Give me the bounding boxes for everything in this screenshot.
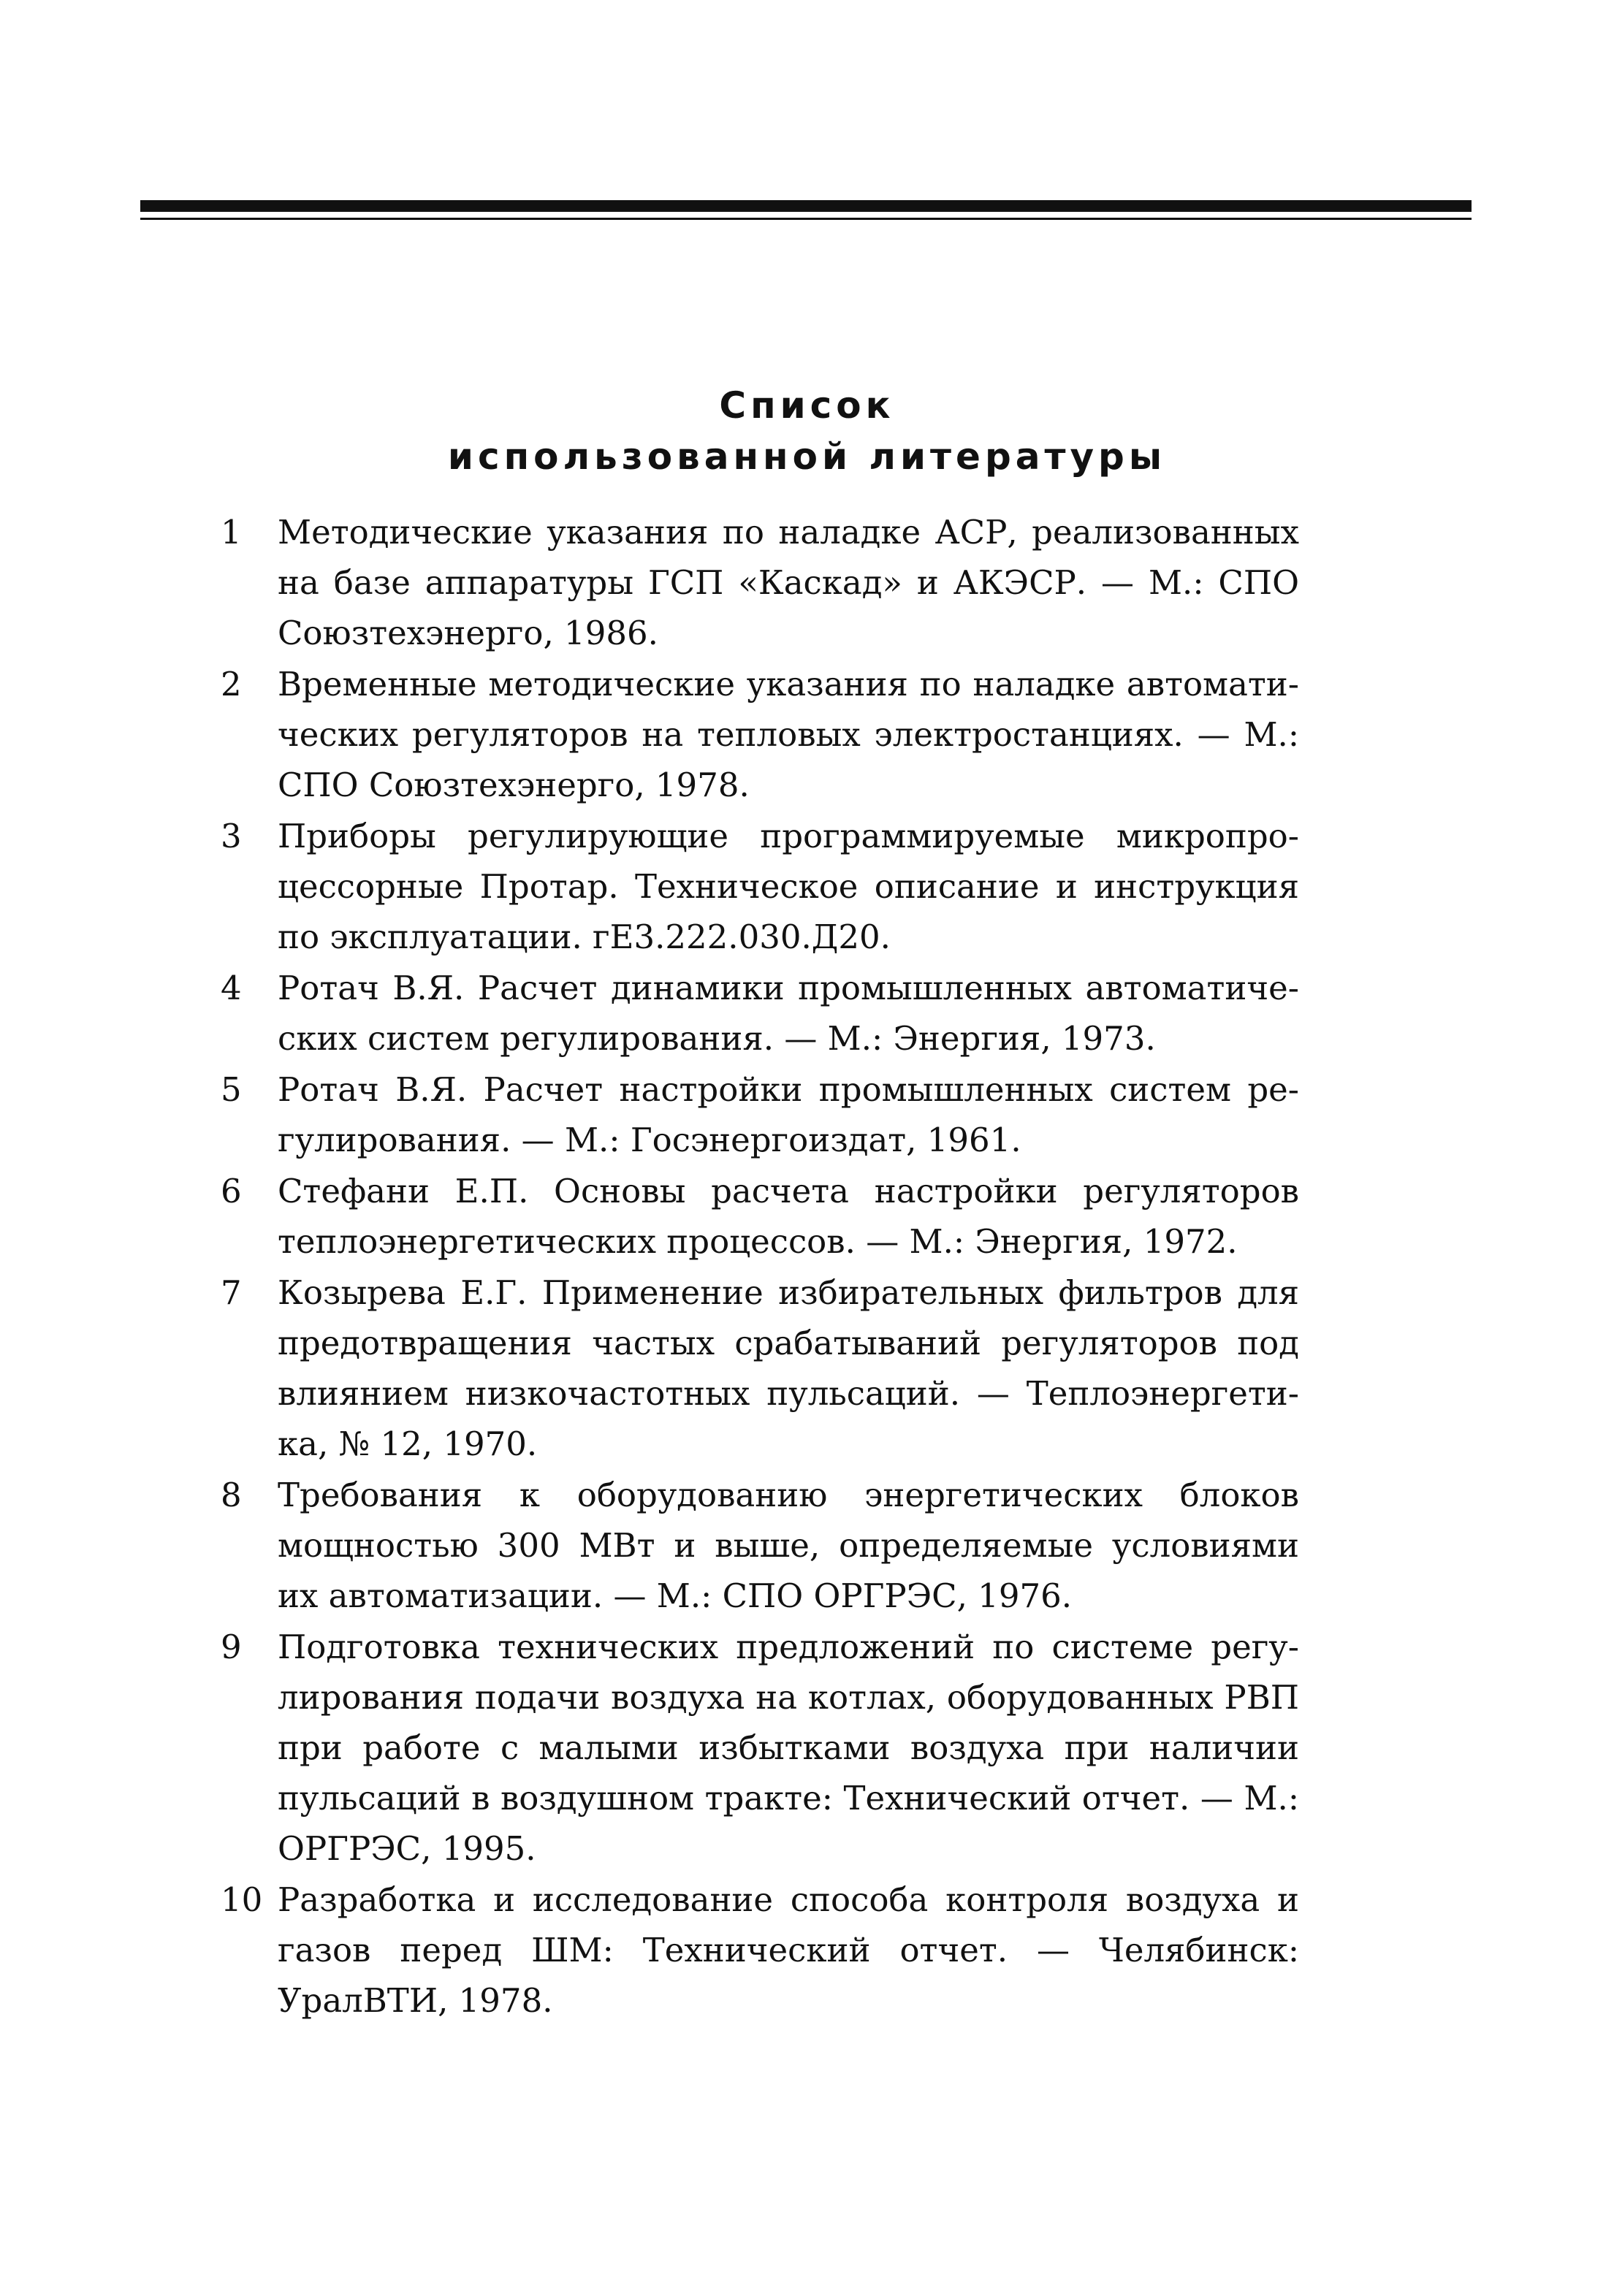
reference-text: Стефани Е.П. Основы расчета настройки регуляторов теплоэнергетических процессов. — М.: Энергия, 1972.: [278, 1172, 1299, 1261]
page-title-line-1: Список: [719, 384, 895, 427]
reference-number: 1: [221, 513, 242, 552]
reference-text: Козырева Е.Г. Применение избирательных фильтров для предотвращения частых срабатываний регуляторов под влиянием низкочастотных пульсаций. — Теплоэнергетика, № 12, 1970.: [278, 1273, 1299, 1463]
header-rule-thin: [140, 218, 1472, 220]
reference-item: [221, 659, 1299, 810]
reference-number: 3: [221, 817, 242, 855]
reference-number: 4: [221, 969, 242, 1007]
reference-item: [221, 1267, 1299, 1469]
reference-text: Подготовка технических предложений по системе регулирования подачи воздуха на котлах, оборудованных РВП при работе с малыми избытками воздуха при наличии пульсаций в воздушном тракте: Технический отчет. — М.: ОРГРЭС, 1995.: [278, 1628, 1299, 1868]
reference-number: 10: [221, 1880, 263, 1919]
reference-number: 9: [221, 1628, 242, 1666]
reference-text: Ротач В.Я. Расчет динамики промышленных автоматических систем регулирования. — М.: Энергия, 1973.: [278, 969, 1299, 1058]
reference-text: Методические указания по наладке АСР, реализованных на базе аппаратуры ГСП «Каскад» и АКЭСР. — М.: СПО Союзтехэнерго, 1986.: [278, 513, 1299, 652]
reference-text: Ротач В.Я. Расчет настройки промышленных систем регулирования. — М.: Госэнергоиздат, 1961.: [278, 1070, 1299, 1159]
reference-item: [221, 811, 1299, 962]
reference-text: Разработка и исследование способа контроля воздуха и газов перед ШМ: Технический отчет. — Челябинск: УралВТИ, 1978.: [278, 1880, 1299, 2020]
page-title: [0, 380, 1614, 482]
reference-text: Требования к оборудованию энергетических блоков мощностью 300 МВт и выше, определяемые условиями их автоматизации. — М.: СПО ОРГРЭС, 1976.: [278, 1476, 1299, 1615]
reference-number: 2: [221, 665, 242, 703]
reference-text: Приборы регулирующие программируемые микропроцессорные Протар. Техническое описание и инструкция по эксплуатации. гЕ3.222.030.Д20.: [278, 817, 1299, 956]
reference-text: Временные методические указания по наладке автоматических регуляторов на тепловых электростанциях. — М.: СПО Союзтехэнерго, 1978.: [278, 665, 1299, 804]
reference-item: [221, 963, 1299, 1064]
reference-number: 7: [221, 1273, 242, 1312]
reference-number: 5: [221, 1070, 242, 1109]
reference-item: [221, 1064, 1299, 1165]
page-title-line-2: использованной литературы: [447, 435, 1167, 478]
reference-number: 8: [221, 1476, 242, 1514]
reference-item: [221, 1874, 1299, 2026]
reference-item: [221, 1166, 1299, 1267]
reference-item: [221, 1622, 1299, 1874]
header-rule-thick: [140, 200, 1472, 212]
reference-item: [221, 1470, 1299, 1621]
reference-item: [221, 507, 1299, 658]
reference-number: 6: [221, 1172, 242, 1210]
reference-list: [221, 507, 1299, 2026]
